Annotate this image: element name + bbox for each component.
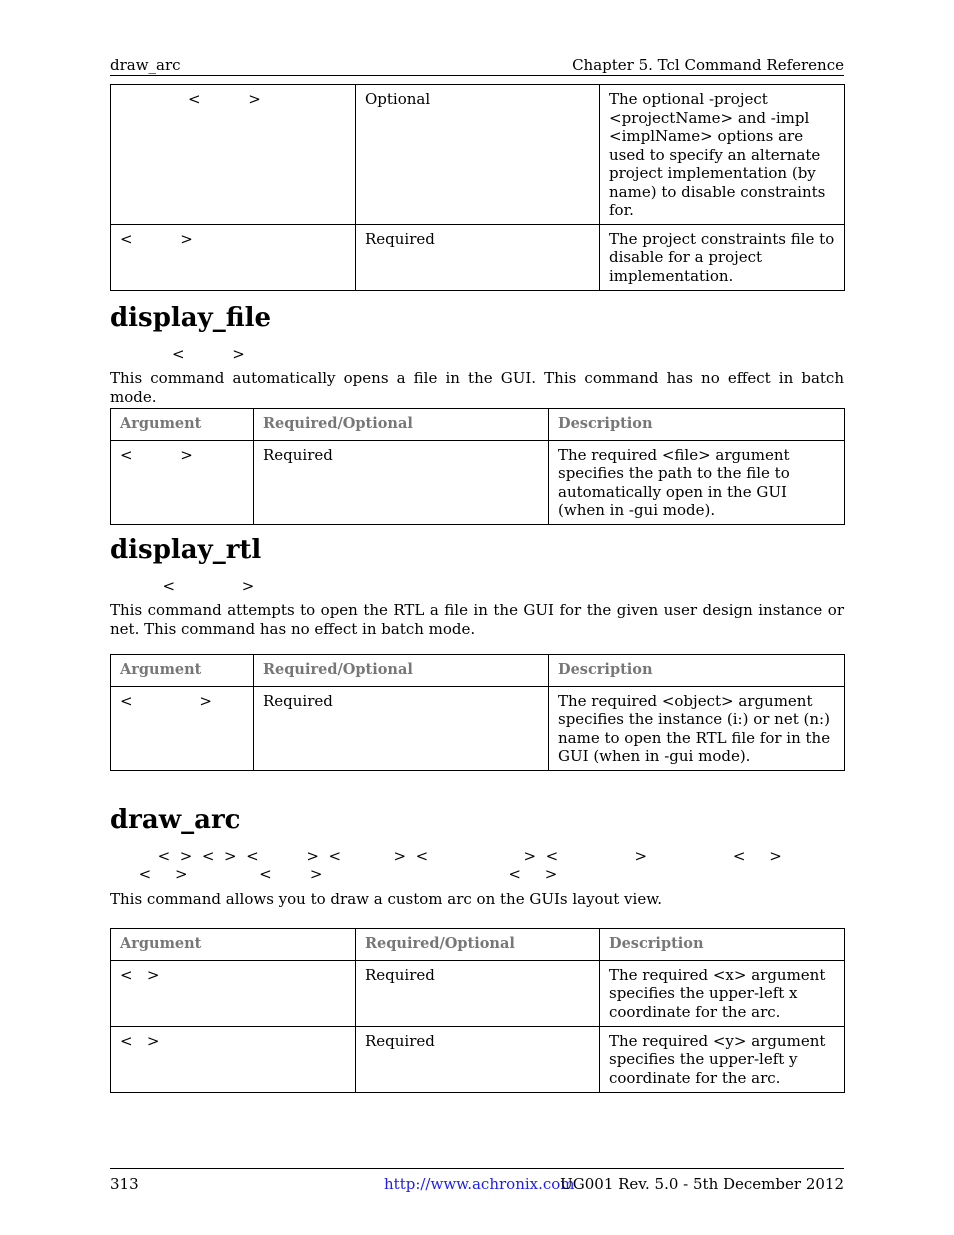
table-row bbox=[111, 85, 845, 225]
document-info: UG001 Rev. 5.0 - 5th December 2012 bbox=[560, 1175, 844, 1193]
section-title-display-rtl: display_rtl bbox=[110, 535, 262, 565]
argument-cell: < > bbox=[111, 686, 254, 770]
argument-cell: < > bbox=[111, 85, 356, 225]
table-header-row bbox=[111, 929, 845, 961]
description-cell: The required <file> argument specifies the path to the file to automatically open in the GUI (when in -gui mode). bbox=[549, 440, 845, 524]
description-cell: The required <y> argument specifies the upper-left y coordinate for the arc. bbox=[600, 1026, 845, 1092]
header-rule bbox=[110, 75, 844, 76]
table-row bbox=[111, 686, 845, 770]
column-header-argument: Argument bbox=[111, 655, 254, 687]
command-syntax-line-2: < > < > < > bbox=[110, 865, 558, 883]
column-header-description: Description bbox=[600, 929, 845, 961]
argument-cell: < > bbox=[111, 1026, 356, 1092]
column-header-argument: Argument bbox=[111, 409, 254, 441]
table-header-row bbox=[111, 409, 845, 441]
required-cell: Required bbox=[356, 960, 600, 1026]
description-cell: The required <x> argument specifies the upper-left x coordinate for the arc. bbox=[600, 960, 845, 1026]
column-header-argument: Argument bbox=[111, 929, 356, 961]
description-cell: The project constraints file to disable for a project implementation. bbox=[600, 224, 845, 290]
column-header-description: Description bbox=[549, 409, 845, 441]
footer-rule bbox=[110, 1168, 844, 1169]
page-number: 313 bbox=[110, 1175, 139, 1193]
table-header-row bbox=[111, 655, 845, 687]
display-file-argument-table bbox=[110, 408, 845, 525]
description-cell: The required <object> argument specifies the instance (i:) or net (n:) name to open the RTL file for in the GUI (when in -gui mode). bbox=[549, 686, 845, 770]
display-rtl-argument-table bbox=[110, 654, 845, 771]
command-description: This command automatically opens a file in the GUI. This command has no effect in batch mode. bbox=[110, 369, 844, 406]
required-cell: Required bbox=[254, 686, 549, 770]
column-header-required: Required/Optional bbox=[356, 929, 600, 961]
section-title-draw-arc: draw_arc bbox=[110, 805, 241, 835]
running-header-left: draw_arc bbox=[110, 56, 181, 74]
column-header-required: Required/Optional bbox=[254, 409, 549, 441]
top-continued-table bbox=[110, 84, 845, 291]
argument-cell: < > bbox=[111, 224, 356, 290]
required-cell: Required bbox=[254, 440, 549, 524]
table-row bbox=[111, 1026, 845, 1092]
required-cell: Required bbox=[356, 1026, 600, 1092]
column-header-required: Required/Optional bbox=[254, 655, 549, 687]
description-cell: The optional -project <projectName> and -impl <implName> options are used to specify an alternate project implementation (by name) to disable constraints for. bbox=[600, 85, 845, 225]
running-header-right: Chapter 5. Tcl Command Reference bbox=[572, 56, 844, 74]
table-row bbox=[111, 224, 845, 290]
table-row bbox=[111, 960, 845, 1026]
website-link[interactable]: http://www.achronix.com bbox=[384, 1175, 575, 1193]
argument-cell: < > bbox=[111, 960, 356, 1026]
command-description: This command attempts to open the RTL a file in the GUI for the given user design instance or net. This command has no effect in batch mode. bbox=[110, 601, 844, 638]
required-cell: Optional bbox=[356, 85, 600, 225]
argument-cell: < > bbox=[111, 440, 254, 524]
section-title-display-file: display_file bbox=[110, 303, 272, 333]
command-syntax: < > bbox=[110, 345, 245, 363]
draw-arc-argument-table bbox=[110, 928, 845, 1093]
column-header-description: Description bbox=[549, 655, 845, 687]
command-syntax-line-1: < > < > < > < > < > < > < > bbox=[110, 847, 782, 865]
command-syntax: < > bbox=[110, 577, 255, 595]
required-cell: Required bbox=[356, 224, 600, 290]
command-description: This command allows you to draw a custom arc on the GUIs layout view. bbox=[110, 890, 663, 908]
table-row bbox=[111, 440, 845, 524]
